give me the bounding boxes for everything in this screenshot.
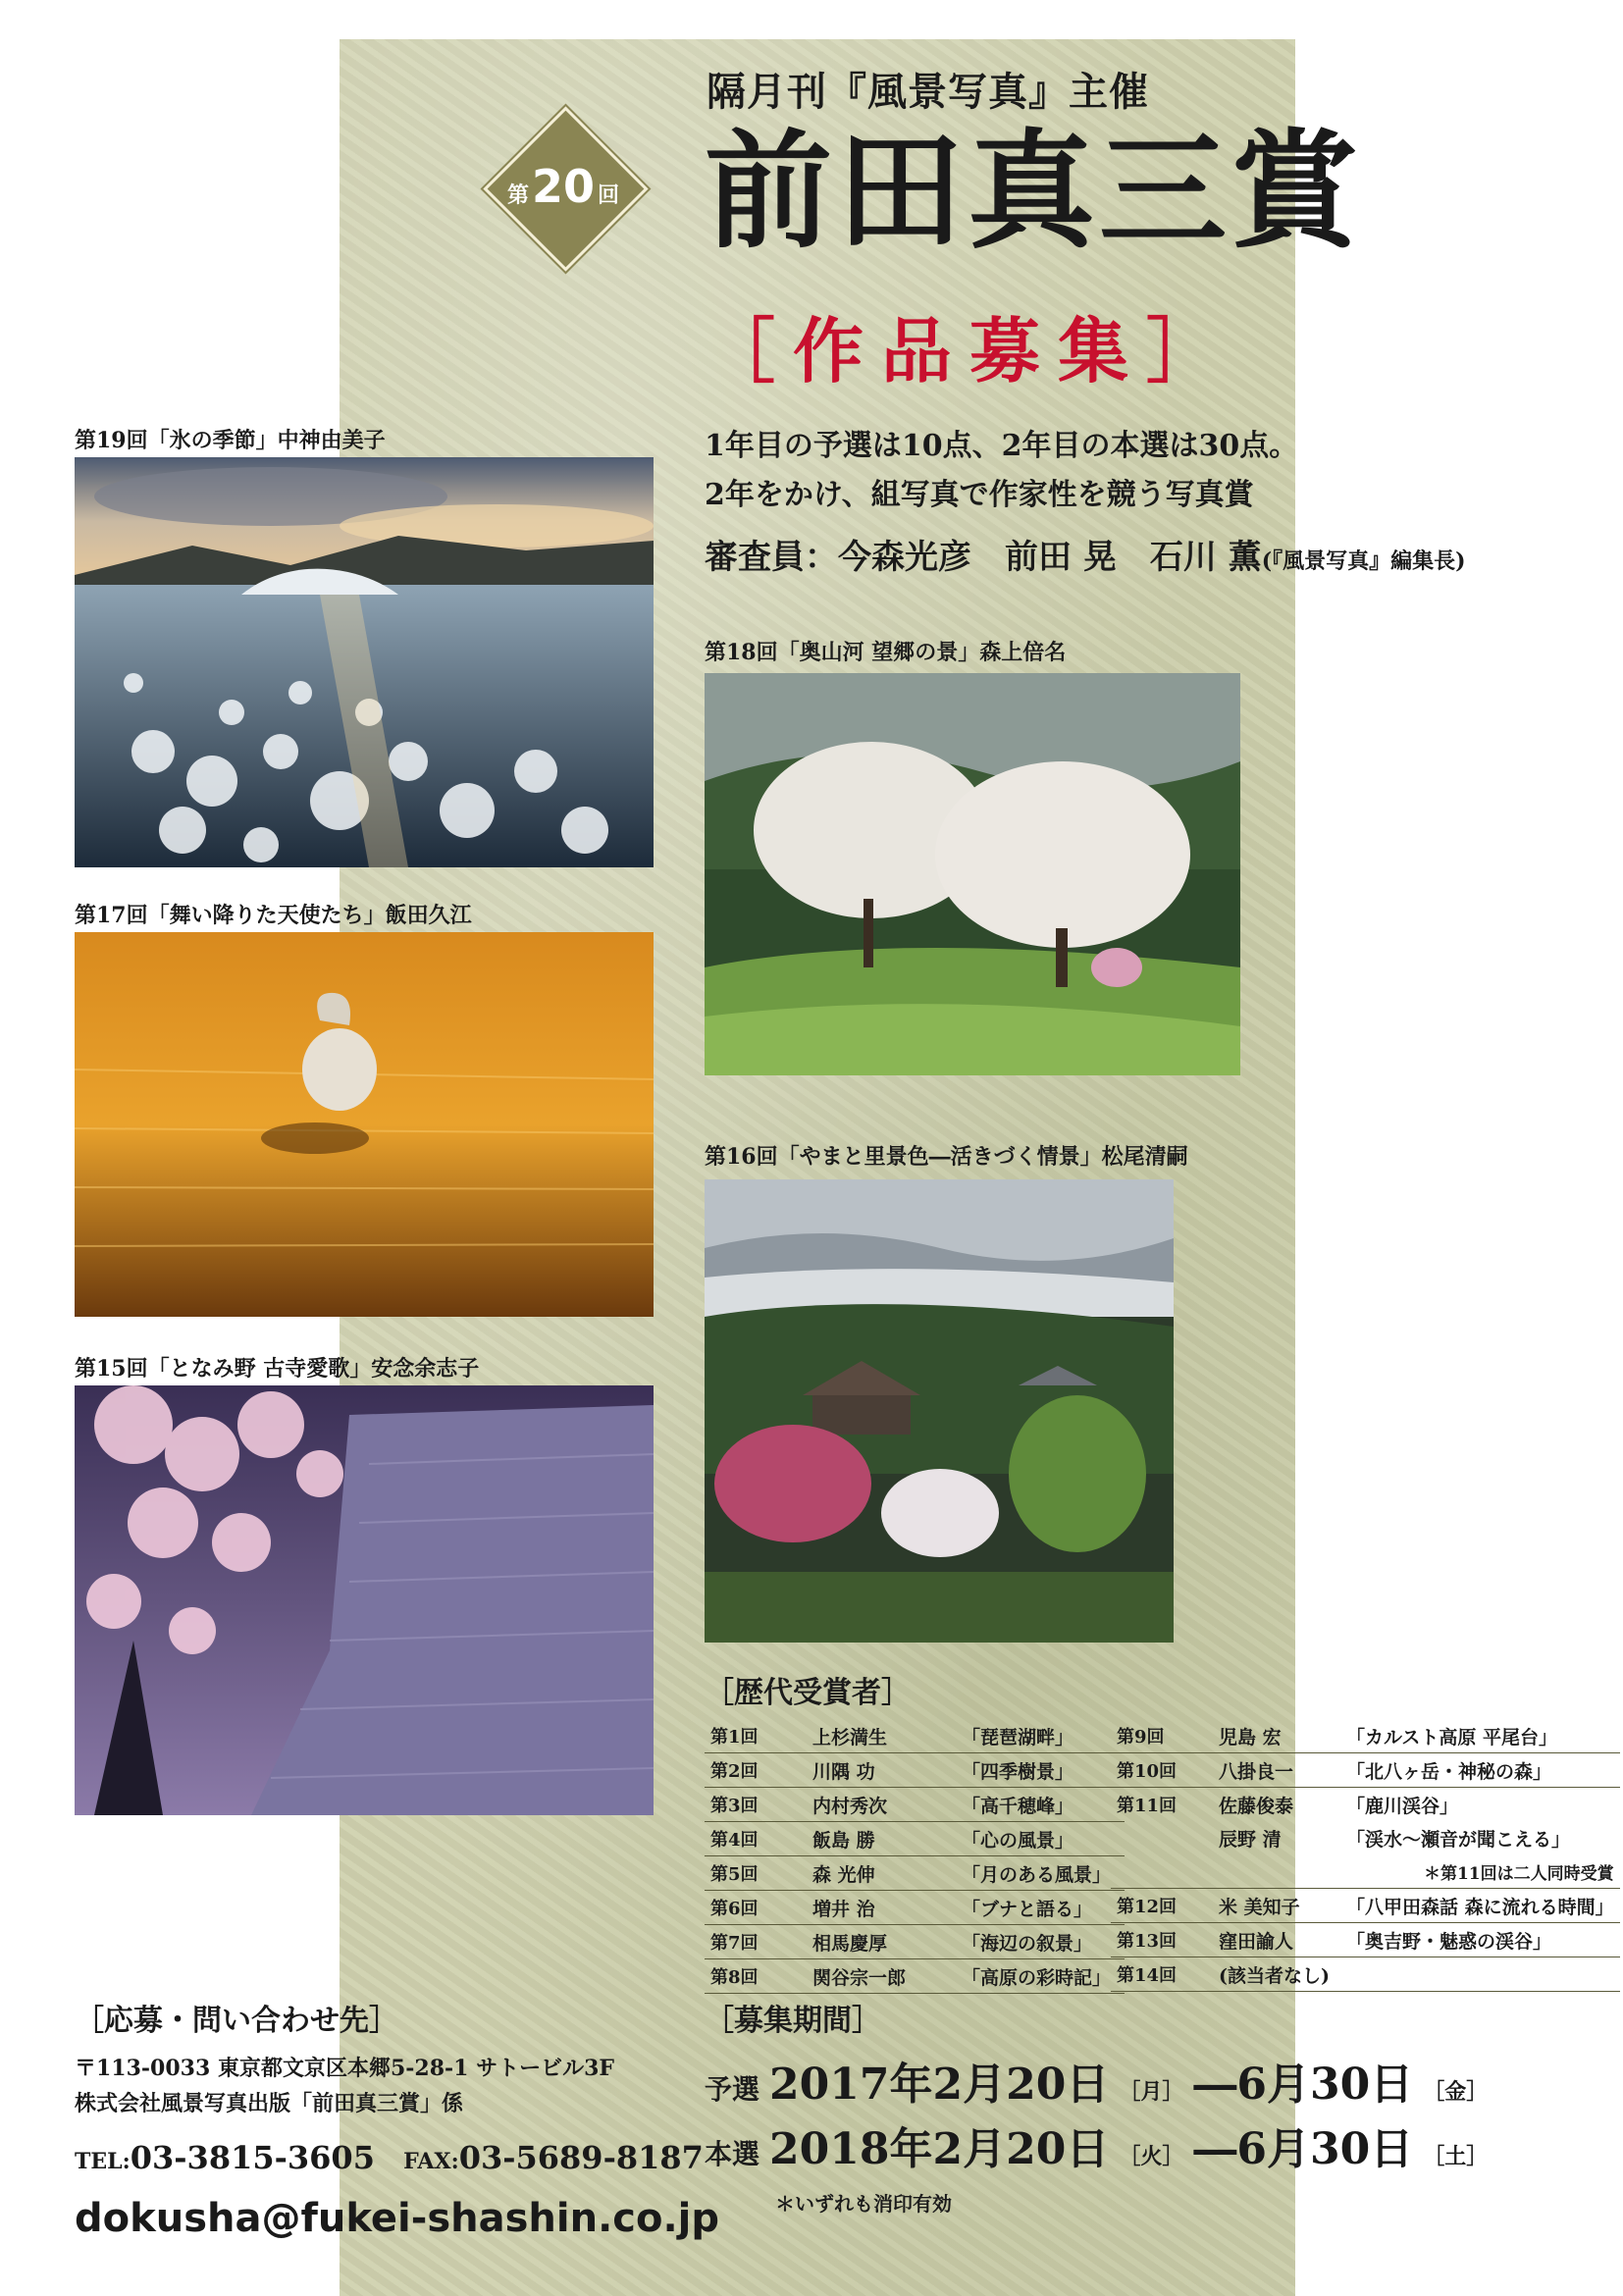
judges-note: (『風景写真』編集長)	[1261, 548, 1466, 574]
judges-text: 審査員：今森光彦 前田 晃 石川 薫	[705, 538, 1262, 577]
fax-label: FAX:	[403, 2149, 459, 2174]
table-row: 第2回 川隅 功 「四季樹景」	[705, 1753, 1125, 1788]
photo-caption-15: 第15回「となみ野 古寺愛歌」安念余志子	[75, 1356, 480, 1382]
winners-note: ＊第11回は二人同時受賞	[1111, 1854, 1620, 1889]
table-row: 第7回 相馬慶厚 「海辺の叙景」	[705, 1925, 1125, 1959]
final-end-day: ［土］	[1423, 2144, 1489, 2169]
postmark-note: ＊いずれも消印有効	[775, 2192, 952, 2216]
fax-number: 03-5689-8187	[458, 2139, 704, 2176]
table-row: 第11回 佐藤俊泰 「鹿川渓谷」	[1117, 1795, 1459, 1817]
prelim-label: 予選	[705, 2073, 760, 2106]
frozen-lake-photo	[75, 457, 654, 867]
table-row: 第5回 森 光伸 「月のある風景」	[705, 1856, 1125, 1891]
edition-label: 第 20 回	[506, 160, 620, 213]
table-row: 第9回 児島 宏 「カルスト高原 平尾台」	[1111, 1719, 1620, 1753]
table-row: 第13回 窪田諭人 「奥吉野・魅惑の渓谷」	[1111, 1923, 1620, 1957]
prelim-start: 2017年2月20日	[769, 2060, 1110, 2110]
tel-number: 03-3815-3605	[130, 2139, 375, 2176]
description-line-1: 1年目の予選は10点、2年目の本選は30点。	[705, 429, 1299, 463]
tel-label: TEL:	[75, 2149, 131, 2174]
company-line: 株式会社風景写真出版「前田真三賞」係	[75, 2091, 464, 2116]
phone-fax	[75, 2139, 704, 2176]
photo-caption-19: 第19回「氷の季節」中神由美子	[75, 428, 386, 453]
contact-heading: ［応募・問い合わせ先］	[75, 2004, 398, 2038]
table-row: 第6回 増井 治 「ブナと語る」	[705, 1891, 1125, 1925]
swan-photo	[75, 932, 654, 1317]
temple-blossom-photo	[75, 1385, 654, 1815]
description	[705, 422, 1298, 520]
period-heading: ［募集期間］	[705, 2004, 881, 2038]
contact-address	[75, 2051, 614, 2121]
photo-caption-18: 第18回「奥山河 望郷の景」森上倍名	[705, 640, 1067, 665]
email-link[interactable]: dokusha@fukei-shashin.co.jp	[75, 2196, 719, 2241]
judges	[705, 530, 1466, 578]
winners-table-left	[705, 1719, 1125, 1994]
final-start-day: ［火］	[1119, 2144, 1184, 2169]
prelim-end-day: ［金］	[1423, 2079, 1489, 2105]
final-label: 本選	[705, 2138, 760, 2170]
table-row: 第1回 上杉満生 「琵琶湖畔」	[705, 1719, 1125, 1753]
recruit-heading: ［作品募集］	[705, 310, 1235, 392]
description-line-2: 2年をかけ、組写真で作家性を競う写真賞	[705, 478, 1254, 512]
table-row	[1111, 1854, 1620, 1889]
address-line: 〒113-0033 東京都文京区本郷5-28-1 サトービル3F	[75, 2056, 615, 2081]
table-row: 第10回 八掛良一 「北八ヶ岳・神秘の森」	[1111, 1753, 1620, 1788]
photo-caption-16: 第16回「やまと里景色―活きづく情景」松尾清嗣	[705, 1144, 1188, 1170]
table-row: 第8回 関谷宗一郎 「高原の彩時記」	[705, 1959, 1125, 1994]
edition-badge	[485, 108, 642, 265]
prelim-period	[705, 2049, 1488, 2112]
prelim-start-day: ［月］	[1119, 2079, 1184, 2105]
final-period	[705, 2113, 1488, 2176]
prelim-end: ―6月30日	[1193, 2060, 1414, 2110]
misty-village-photo	[705, 1179, 1174, 1643]
table-row: 辰野 清 「渓水～瀬音が聞こえる」	[1219, 1828, 1571, 1851]
final-start: 2018年2月20日	[769, 2124, 1110, 2174]
winners-table-right	[1111, 1719, 1620, 1992]
final-end: ―6月30日	[1193, 2124, 1414, 2174]
page-title: 前田真三賞	[705, 116, 1363, 266]
table-row: 第12回 米 美知子 「八甲田森話 森に流れる時間」	[1111, 1889, 1620, 1923]
cherry-trees-photo	[705, 673, 1240, 1075]
table-row: 第14回 (該当者なし)	[1111, 1957, 1620, 1992]
winners-heading: ［歴代受賞者］	[705, 1676, 911, 1710]
table-row: 第3回 内村秀次 「高千穂峰」	[705, 1788, 1125, 1822]
table-row: 第4回 飯島 勝 「心の風景」	[705, 1822, 1125, 1856]
sponsor-text: 隔月刊『風景写真』主催	[707, 69, 1149, 115]
photo-caption-17: 第17回「舞い降りた天使たち」飯田久江	[75, 903, 472, 928]
